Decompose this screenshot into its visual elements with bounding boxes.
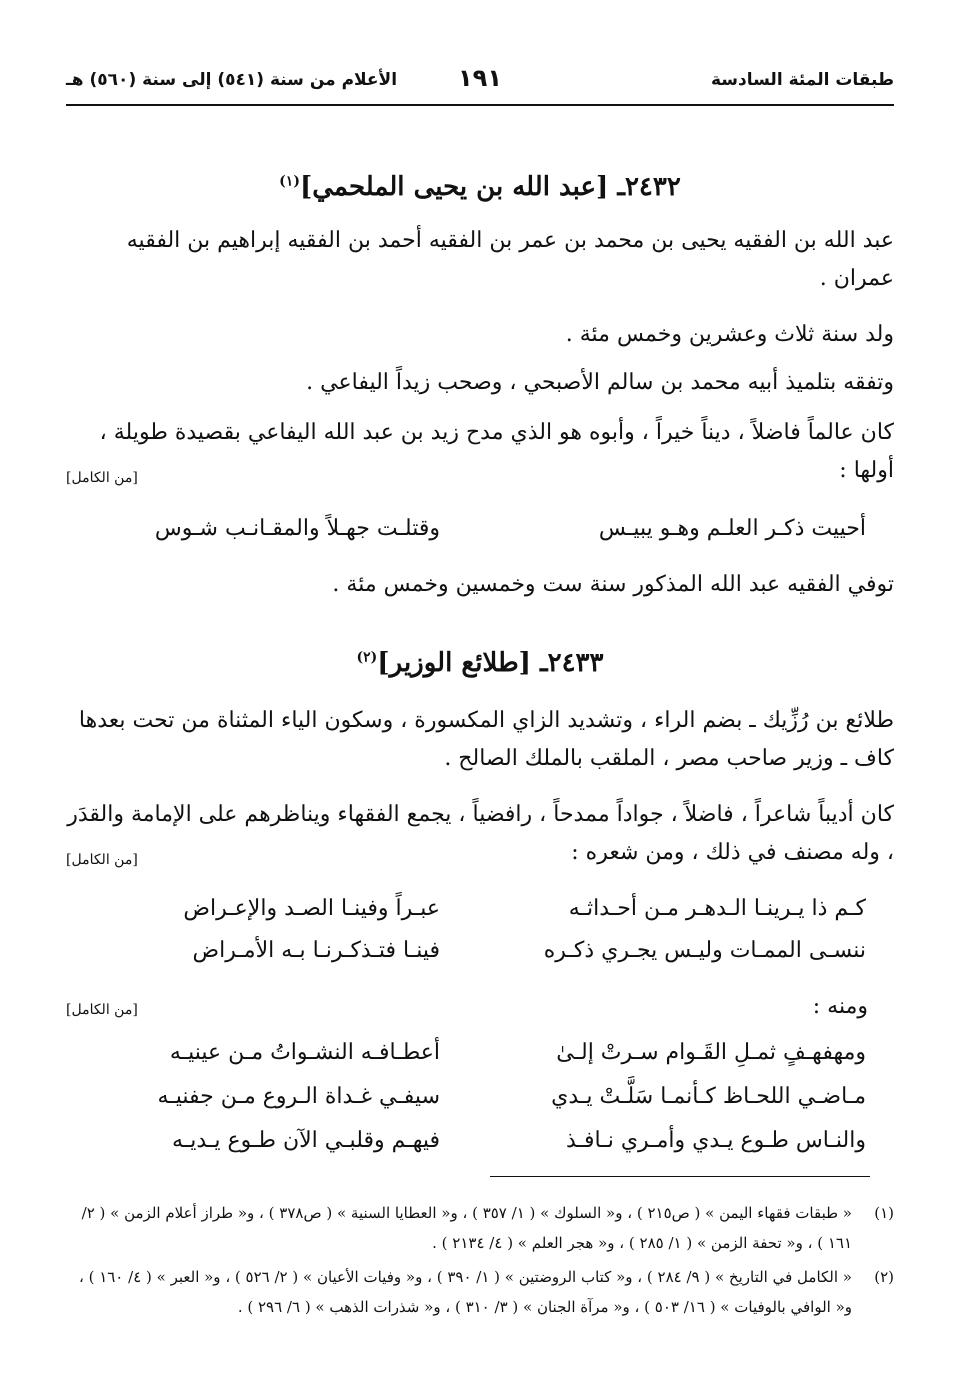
footnote-text: « طبقات فقهاء اليمن » ( ص٢١٥ ) ، و« السلوك » ( ١/ ٣٥٧ ) ، و« العطايا السنية » ( ص٣٧٨ ) ، و« طراز أعلام الزمن » ( ٢/ ١٦١ ) ، و« تحفة الزمن » ( ١/ ٢٨٥ ) ، و« هجر العلم » ( ٤/ ٢١٣٤ ) .: [81, 1204, 852, 1252]
intro-paragraph: طلائع بن رُزِّيك ـ بضم الراء ، وتشديد الزاي المكسورة ، وسكون الياء المثناة من تحت بعدها كاف ـ وزير صاحب مصر ، الملقب بالملك الصالح .: [78, 708, 894, 771]
entry-title-text: ٢٤٣٣ـ [طلائع الوزير]: [377, 648, 604, 678]
verse-second-hemistich: فيهـم وقلبـي الآن طـوع يـديـه: [172, 1128, 440, 1153]
lineage-paragraph: عبد الله بن الفقيه يحيى بن محمد بن عمر بن الفقيه أحمد بن الفقيه إبراهيم بن الفقيه عمران .: [126, 228, 894, 291]
footnote-number: (٢): [874, 1268, 894, 1286]
verse-second-hemistich: وقتلـت جهـلاً والمقـانـب شـوس: [154, 516, 440, 541]
meter-label: [من الكامل]: [66, 1002, 138, 1018]
praise-paragraph: كان عالماً فاضلاً ، ديناً خيراً ، وأبوه هو الذي مدح زيد بن عبد الله اليفاعي بقصيدة طويلة ، أولها :: [99, 420, 894, 483]
running-header: [66, 60, 894, 100]
page-number: ١٩١: [458, 64, 502, 92]
footnote-number: (١): [874, 1204, 894, 1222]
entry-title: [66, 648, 894, 678]
study-line: وتفقه بتلميذ أبيه محمد بن سالم الأصبحي ، وصحب زيداً اليفاعي .: [306, 370, 894, 395]
verse-second-hemistich: أعطـافـه النشـواتُ مـن عينيـه: [169, 1040, 440, 1065]
verse-first-hemistich: والنـاس طـوع يـدي وأمـري نـافـذ: [566, 1128, 866, 1153]
book-title: طبقات المئة السادسة: [711, 70, 894, 90]
verse-first-hemistich: ومهفهـفٍ ثمـلِ القَـوام سـرتْ إلـىٰ: [556, 1040, 866, 1065]
year-range: الأعلام من سنة (٥٤١) إلى سنة (٥٦٠) هـ: [66, 70, 398, 90]
footnote-ref: (١): [279, 173, 300, 190]
verse-first-hemistich: ننسـى الممـات وليـس يجـري ذكـره: [543, 938, 866, 963]
death-line: توفي الفقيه عبد الله المذكور سنة ست وخمسين وخمس مئة .: [332, 572, 894, 597]
meter-label: [من الكامل]: [66, 852, 138, 868]
header-rule: [66, 104, 894, 106]
footnote-separator: [490, 1176, 870, 1177]
meter-label: [من الكامل]: [66, 470, 138, 486]
entry-title: [66, 172, 894, 202]
footnote-ref: (٢): [356, 649, 378, 666]
verse-first-hemistich: كـم ذا يـرينـا الـدهـر مـن أحـداثـه: [568, 896, 866, 921]
verse-second-hemistich: سيفـي غـداة الـروع مـن جفنيـه: [157, 1084, 440, 1109]
verse-second-hemistich: عبـراً وفينـا الصـد والإعـراض: [183, 896, 440, 921]
entry-title-text: ٢٤٣٢ـ [عبد الله بن يحيى الملحمي]: [299, 172, 681, 202]
verse-first-hemistich: أحييت ذكـر العلـم وهـو يبيـس: [598, 516, 866, 541]
verse-second-hemistich: فينـا فتـذكـرنـا بـه الأمـراض: [192, 938, 440, 963]
and-from-it-label: ومنه :: [812, 994, 868, 1019]
footnote-text: « الكامل في التاريخ » ( ٩/ ٢٨٤ ) ، و« كتاب الروضتين » ( ١/ ٣٩٠ ) ، و« وفيات الأعيان » ( ٢/ ٥٢٦ ) ، و« العبر » ( ٤/ ١٦٠ ) ، و« الوافي بالوفيات » ( ١٦/ ٥٠٣ ) ، و« مرآة الجنان » ( ٣/ ٣١٠ ) ، و« شذرات الذهب » ( ٦/ ٢٩٦ ) .: [78, 1268, 852, 1316]
description-paragraph: كان أديباً شاعراً ، فاضلاً ، جواداً ممدحاً ، رافضياً ، يجمع الفقهاء ويناظرهم على الإمامة والقدَر ، وله مصنف في ذلك ، ومن شعره :: [67, 802, 894, 865]
birth-line: ولد سنة ثلاث وعشرين وخمس مئة .: [565, 322, 894, 347]
verse-first-hemistich: مـاضـي اللحـاظ كـأنمـا سَلَّـتْ يـدي: [551, 1084, 866, 1109]
